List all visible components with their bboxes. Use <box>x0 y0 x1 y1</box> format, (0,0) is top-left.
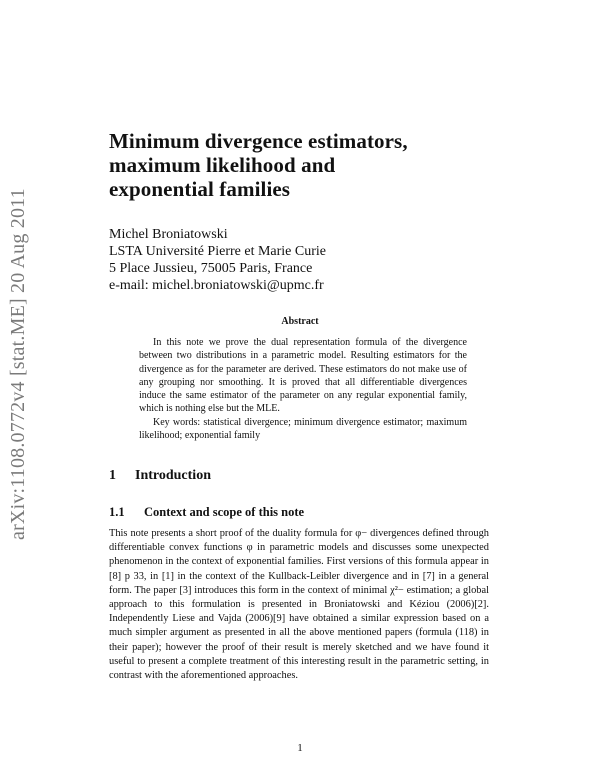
body-paragraph: This note presents a short proof of the duality formula for φ− divergences defined through differentiable convex functions φ in parametric models and discusses some unexpected phenomenon in the context of exponential families. First versions of this formula appear in [8] p 33, in [1] in the context of the Kullback-Leibler divergence and in [7] in a general form. The paper [3] introduces this form in the context of minimal χ²− estimation; a global approach to this formulation is presented in Broniatowski and Kéziou (2006)[2]. Independently Liese and Vajda (2006)[9] have obtained a similar expression based on a much simpler argument as presented in all the above mentioned papers (formula (118) in their paper); however the proof of their result is merely sketched and we have found it useful to present a complete treatment of this interesting result in the parametric setting, in contrast with the aforementioned approaches. <box>109 528 489 682</box>
body-text <box>109 527 489 683</box>
title-line: Minimum divergence estimators, <box>109 129 408 153</box>
subsection-number: 1.1 <box>109 505 125 519</box>
title-line: exponential families <box>109 177 291 201</box>
abstract-keywords: Key words: statistical divergence; minimum divergence estimator; maximum likelihood; exponential family <box>139 416 467 442</box>
author-email: e-mail: michel.broniatowski@upmc.fr <box>109 278 324 293</box>
section-heading <box>109 468 211 484</box>
title-block <box>109 129 489 201</box>
arxiv-identifier-stamp: arXiv:1108.0772v4 [stat.ME] 20 Aug 2011 <box>7 188 29 540</box>
subsection-title: Context and scope of this note <box>144 505 305 519</box>
section-title: Introduction <box>135 468 211 483</box>
author-address: 5 Place Jussieu, 75005 Paris, France <box>109 261 313 276</box>
page-number: 1 <box>297 742 303 754</box>
abstract-heading: Abstract <box>281 316 319 327</box>
section-number: 1 <box>109 468 116 483</box>
abstract-body <box>139 336 467 442</box>
abstract-text: In this note we prove the dual representation formula of the divergence between two distributions in a parametric model. Resulting estimators for the divergence as for the parameter are derived. These estimators do not make use of any grouping nor smoothing. It is proved that all differentiable divergences induce the same estimator of the parameter on any regular exponential family, which is nothing else but the MLE. <box>139 337 467 415</box>
author-block <box>109 226 489 294</box>
subsection-heading <box>109 505 304 520</box>
author-affiliation: LSTA Université Pierre et Marie Curie <box>109 244 326 259</box>
title-line: maximum likelihood and <box>109 153 336 177</box>
paper-title <box>109 129 489 201</box>
author-name: Michel Broniatowski <box>109 227 228 242</box>
